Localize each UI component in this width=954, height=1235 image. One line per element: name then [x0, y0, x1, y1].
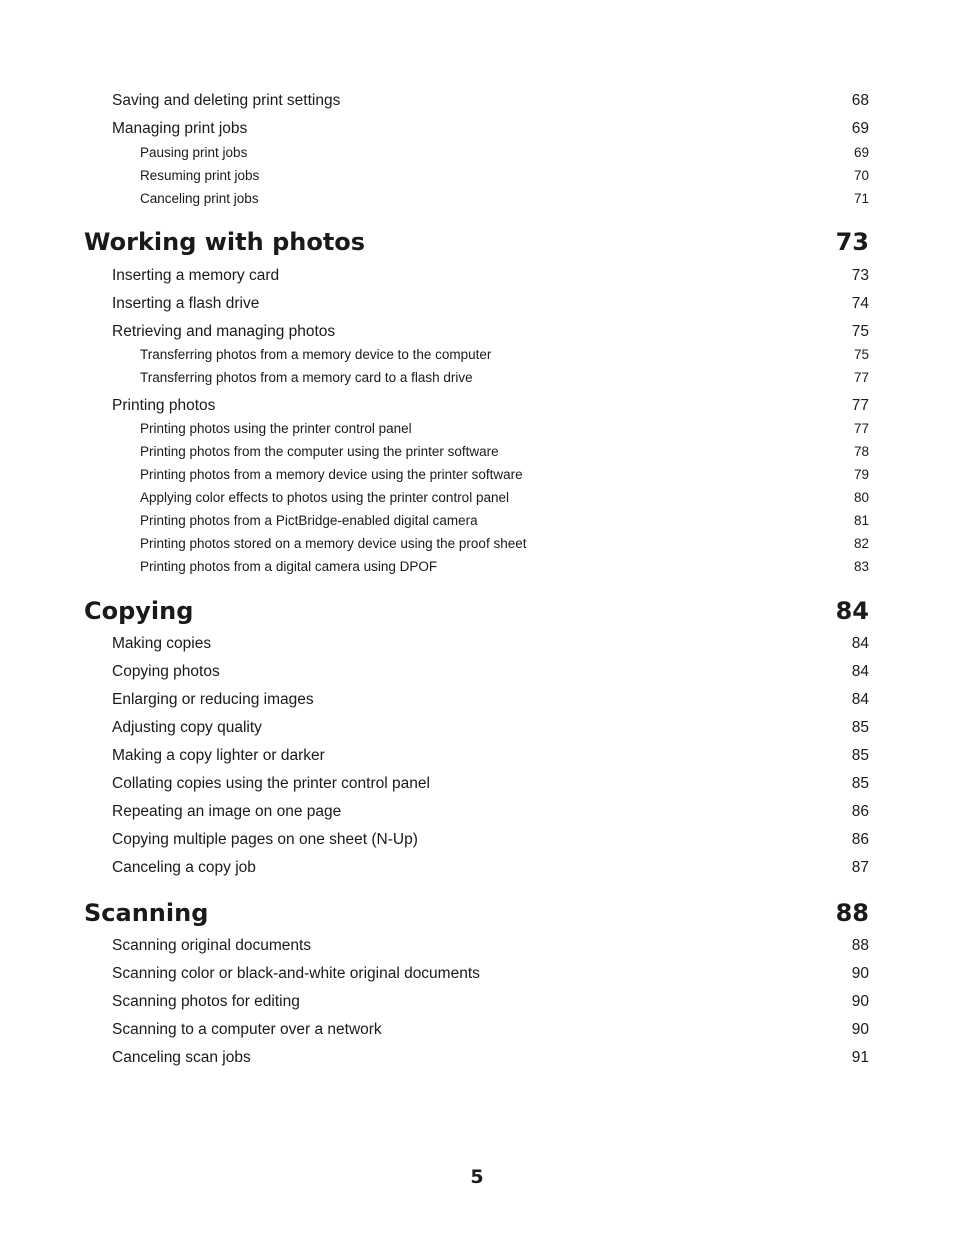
- toc-entry[interactable]: [112, 745, 869, 767]
- toc-entry-page: 85: [851, 775, 869, 792]
- toc-entry[interactable]: [112, 991, 869, 1013]
- toc-entry-title: Pausing print jobs: [140, 145, 248, 160]
- toc-entry-page: 84: [851, 691, 869, 708]
- toc-subentry[interactable]: [140, 511, 869, 531]
- chapter-page: 84: [835, 597, 869, 625]
- toc-entry-page: 90: [851, 1021, 869, 1038]
- toc-entry-title: Retrieving and managing photos: [112, 323, 336, 340]
- chapter-page: 88: [835, 899, 869, 927]
- toc-entry-page: 75: [853, 347, 869, 362]
- toc-entry[interactable]: [112, 689, 869, 711]
- toc-entry-title: Scanning color or black-and-white original documents: [112, 965, 480, 982]
- toc-entry-page: 84: [851, 635, 869, 652]
- toc-entry[interactable]: [112, 90, 869, 112]
- chapter-title: Copying: [84, 597, 194, 625]
- toc-entry-title: Copying multiple pages on one sheet (N-Up): [112, 831, 418, 848]
- toc-entry-page: 85: [851, 747, 869, 764]
- chapter-title: Scanning: [84, 899, 209, 927]
- toc-entry-title: Making a copy lighter or darker: [112, 747, 325, 764]
- toc-entry-title: Resuming print jobs: [140, 168, 260, 183]
- toc-entry[interactable]: [112, 321, 869, 343]
- toc-subentry[interactable]: [140, 465, 869, 485]
- toc-subentry[interactable]: [140, 166, 869, 186]
- chapter-title: Working with photos: [84, 228, 366, 256]
- toc-entry-title: Printing photos using the printer control panel: [140, 421, 412, 436]
- toc-entry[interactable]: [112, 265, 869, 287]
- toc-subentry[interactable]: [140, 557, 869, 577]
- toc-entry[interactable]: [112, 717, 869, 739]
- toc-entry-page: 69: [851, 120, 869, 137]
- toc-subentry[interactable]: [140, 345, 869, 365]
- toc-entry-page: 86: [851, 831, 869, 848]
- toc-entry-title: Printing photos stored on a memory device using the proof sheet: [140, 536, 527, 551]
- toc-entry[interactable]: [112, 801, 869, 823]
- toc-entry[interactable]: [112, 829, 869, 851]
- toc-entry-page: 74: [851, 295, 869, 312]
- toc-entry-title: Scanning to a computer over a network: [112, 1021, 382, 1038]
- toc-entry-page: 70: [853, 168, 869, 183]
- toc-entry-title: Collating copies using the printer control panel: [112, 775, 430, 792]
- toc-subentry[interactable]: [140, 488, 869, 508]
- chapter-heading[interactable]: [84, 225, 869, 259]
- toc-entry-page: 78: [853, 444, 869, 459]
- toc-entry-page: 69: [853, 145, 869, 160]
- toc-subentry[interactable]: [140, 534, 869, 554]
- toc-entry-page: 79: [853, 467, 869, 482]
- toc-subentry[interactable]: [140, 419, 869, 439]
- toc-entry[interactable]: [112, 857, 869, 879]
- toc-entry-title: Printing photos: [112, 397, 216, 414]
- toc-entry-title: Printing photos from a digital camera using DPOF: [140, 559, 438, 574]
- toc-entry-title: Canceling a copy job: [112, 859, 256, 876]
- toc-entry[interactable]: [112, 293, 869, 315]
- toc-entry-page: 84: [851, 663, 869, 680]
- toc-entry-title: Inserting a flash drive: [112, 295, 260, 312]
- toc-entry[interactable]: [112, 963, 869, 985]
- toc-entry-page: 80: [853, 490, 869, 505]
- toc-entry[interactable]: [112, 661, 869, 683]
- toc-entry-title: Canceling scan jobs: [112, 1049, 251, 1066]
- toc-entry-title: Transferring photos from a memory card to a flash drive: [140, 370, 473, 385]
- toc-entry-title: Transferring photos from a memory device to the computer: [140, 347, 492, 362]
- toc-entry-page: 77: [853, 370, 869, 385]
- toc-subentry[interactable]: [140, 189, 869, 209]
- toc-entry-page: 77: [853, 421, 869, 436]
- toc-entry-page: 68: [851, 92, 869, 109]
- toc-entry-page: 81: [853, 513, 869, 528]
- toc-entry-title: Canceling print jobs: [140, 191, 259, 206]
- toc-entry[interactable]: [112, 1047, 869, 1069]
- toc-entry-title: Inserting a memory card: [112, 267, 280, 284]
- toc-entry-page: 85: [851, 719, 869, 736]
- toc-entry-title: Printing photos from a PictBridge-enabled digital camera: [140, 513, 478, 528]
- toc-entry-title: Enlarging or reducing images: [112, 691, 314, 708]
- toc-entry-title: Applying color effects to photos using the printer control panel: [140, 490, 509, 505]
- toc-entry-page: 83: [853, 559, 869, 574]
- toc-entry-page: 71: [853, 191, 869, 206]
- toc-entry-page: 87: [851, 859, 869, 876]
- toc-subentry[interactable]: [140, 368, 869, 388]
- page-number: 5: [470, 1166, 484, 1188]
- toc-entry[interactable]: [112, 633, 869, 655]
- toc-subentry[interactable]: [140, 143, 869, 163]
- toc-entry-page: 90: [851, 993, 869, 1010]
- toc-entry-title: Scanning original documents: [112, 937, 312, 954]
- chapter-heading[interactable]: [84, 896, 869, 930]
- toc-entry-page: 88: [851, 937, 869, 954]
- toc-entry[interactable]: [112, 118, 869, 140]
- toc-entry-title: Printing photos from a memory device using the printer software: [140, 467, 523, 482]
- chapter-heading[interactable]: [84, 594, 869, 628]
- toc-entry-title: Printing photos from the computer using the printer software: [140, 444, 499, 459]
- toc-entry[interactable]: [112, 773, 869, 795]
- toc-entry-page: 86: [851, 803, 869, 820]
- toc-entry-page: 82: [853, 536, 869, 551]
- toc-entry-title: Making copies: [112, 635, 212, 652]
- toc-entry-page: 90: [851, 965, 869, 982]
- toc-entry[interactable]: [112, 1019, 869, 1041]
- toc-entry-title: Adjusting copy quality: [112, 719, 262, 736]
- toc-entry[interactable]: [112, 395, 869, 417]
- toc-entry-page: 91: [851, 1049, 869, 1066]
- toc-entry-page: 75: [851, 323, 869, 340]
- toc-entry-title: Managing print jobs: [112, 120, 248, 137]
- toc-entry-title: Copying photos: [112, 663, 220, 680]
- toc-entry[interactable]: [112, 935, 869, 957]
- toc-entry-page: 73: [851, 267, 869, 284]
- toc-entry-page: 77: [851, 397, 869, 414]
- toc-entry-title: Repeating an image on one page: [112, 803, 342, 820]
- chapter-page: 73: [835, 228, 869, 256]
- toc-subentry[interactable]: [140, 442, 869, 462]
- toc-entry-title: Scanning photos for editing: [112, 993, 300, 1010]
- toc-entry-title: Saving and deleting print settings: [112, 92, 341, 109]
